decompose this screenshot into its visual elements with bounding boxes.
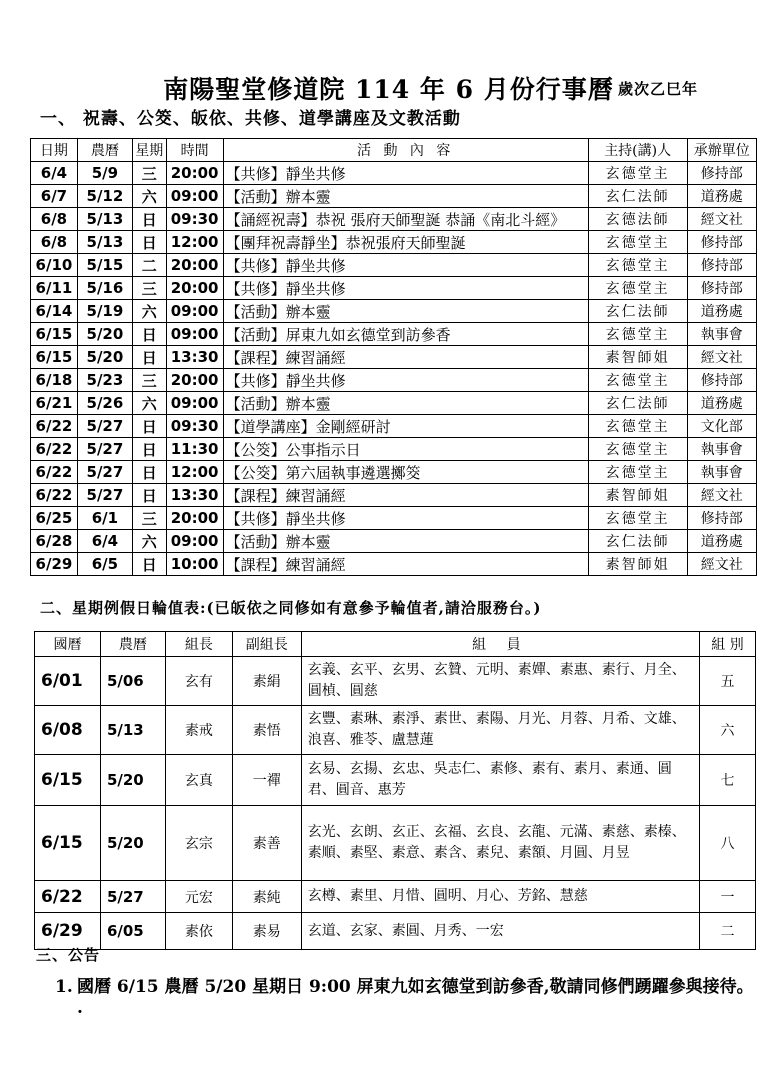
duty-header-row (35, 632, 756, 657)
row-day: 三 (132, 162, 166, 185)
row-host: 玄德法師 (588, 208, 687, 231)
duty-date: 6/15 (35, 806, 101, 881)
row-day: 日 (132, 553, 166, 576)
row-lunar: 5/19 (77, 300, 132, 323)
row-lunar: 5/27 (77, 438, 132, 461)
duty-header-deputy: 副組長 (232, 632, 301, 657)
row-time: 09:00 (166, 392, 223, 415)
schedule-row (31, 162, 757, 185)
row-day: 三 (132, 277, 166, 300)
duty-date: 6/15 (35, 755, 101, 806)
row-org: 道務處 (687, 300, 756, 323)
row-lunar: 5/20 (77, 346, 132, 369)
row-event: 【共修】靜坐共修 (223, 162, 588, 185)
row-org: 修持部 (687, 162, 756, 185)
row-time: 20:00 (166, 369, 223, 392)
row-org: 經文社 (687, 208, 756, 231)
duty-lunar: 6/05 (100, 913, 165, 950)
schedule-row (31, 300, 757, 323)
row-org: 經文社 (687, 484, 756, 507)
row-lunar: 5/15 (77, 254, 132, 277)
row-org: 文化部 (687, 415, 756, 438)
row-host: 玄德堂主 (588, 369, 687, 392)
row-host: 玄德堂主 (588, 231, 687, 254)
row-date: 6/29 (31, 553, 78, 576)
row-date: 6/18 (31, 369, 78, 392)
row-host: 玄德堂主 (588, 507, 687, 530)
row-time: 20:00 (166, 162, 223, 185)
row-time: 09:00 (166, 530, 223, 553)
row-host: 玄仁法師 (588, 185, 687, 208)
row-time: 20:00 (166, 277, 223, 300)
row-event: 【活動】辦本靈 (223, 530, 588, 553)
section-1-heading: 一、 祝壽、公筊、皈依、共修、道學講座及文教活動 (40, 109, 461, 129)
notice-number: 1. (55, 977, 73, 997)
row-event: 【公筊】第六屆執事遴選擲筊 (223, 461, 588, 484)
row-time: 20:00 (166, 254, 223, 277)
row-lunar: 5/16 (77, 277, 132, 300)
section-3-heading: 三、公告 (36, 946, 101, 964)
duty-row (35, 706, 756, 755)
row-org: 修持部 (687, 277, 756, 300)
duty-lunar: 5/13 (100, 706, 165, 755)
row-host: 玄仁法師 (588, 530, 687, 553)
row-host: 玄仁法師 (588, 392, 687, 415)
row-time: 09:30 (166, 208, 223, 231)
row-time: 13:30 (166, 346, 223, 369)
row-date: 6/22 (31, 484, 78, 507)
row-host: 玄仁法師 (588, 300, 687, 323)
schedule-row (31, 369, 757, 392)
row-org: 修持部 (687, 369, 756, 392)
row-lunar: 5/9 (77, 162, 132, 185)
row-host: 素智師姐 (588, 346, 687, 369)
header-lunar: 農曆 (77, 139, 132, 162)
schedule-table (30, 138, 757, 576)
duty-row (35, 755, 756, 806)
schedule-row (31, 208, 757, 231)
row-event: 【道學講座】金剛經研討 (223, 415, 588, 438)
row-day: 日 (132, 415, 166, 438)
title-main: 南陽聖堂修道院 114 年 6 月份行事曆 (163, 75, 614, 104)
duty-date: 6/29 (35, 913, 101, 950)
row-org: 修持部 (687, 231, 756, 254)
row-date: 6/15 (31, 346, 78, 369)
schedule-row (31, 484, 757, 507)
row-date: 6/25 (31, 507, 78, 530)
row-day: 日 (132, 346, 166, 369)
row-day: 日 (132, 208, 166, 231)
row-date: 6/7 (31, 185, 78, 208)
row-event: 【活動】辦本靈 (223, 392, 588, 415)
duty-header-members: 組 員 (301, 632, 699, 657)
duty-members: 玄易、玄揚、玄忠、吳志仁、素修、素有、素月、素通、圓君、圓音、惠芳 (301, 755, 699, 806)
row-time: 13:30 (166, 484, 223, 507)
duty-header-leader: 組長 (165, 632, 232, 657)
row-org: 執事會 (687, 461, 756, 484)
duty-lunar: 5/06 (100, 657, 165, 706)
row-time: 09:30 (166, 415, 223, 438)
duty-header-date: 國曆 (35, 632, 101, 657)
row-time: 12:00 (166, 231, 223, 254)
row-host: 玄德堂主 (588, 277, 687, 300)
duty-row (35, 913, 756, 950)
section-2-heading: 二、星期例假日輪值表:(已皈依之同修如有意參予輪值者,請洽服務台。) (40, 599, 542, 617)
schedule-row (31, 392, 757, 415)
row-event: 【活動】辦本靈 (223, 300, 588, 323)
row-lunar: 5/12 (77, 185, 132, 208)
row-time: 20:00 (166, 507, 223, 530)
row-day: 日 (132, 438, 166, 461)
row-date: 6/8 (31, 231, 78, 254)
row-lunar: 6/5 (77, 553, 132, 576)
row-lunar: 5/27 (77, 461, 132, 484)
duty-group: 六 (700, 706, 756, 755)
row-date: 6/22 (31, 438, 78, 461)
row-day: 六 (132, 300, 166, 323)
duty-leader: 玄宗 (165, 806, 232, 881)
row-org: 道務處 (687, 185, 756, 208)
duty-group: 五 (700, 657, 756, 706)
schedule-row (31, 346, 757, 369)
schedule-header-row (31, 139, 757, 162)
duty-lunar: 5/20 (100, 755, 165, 806)
duty-date: 6/08 (35, 706, 101, 755)
row-day: 日 (132, 231, 166, 254)
notice-item (55, 975, 765, 999)
schedule-row (31, 254, 757, 277)
row-org: 修持部 (687, 254, 756, 277)
duty-date: 6/22 (35, 881, 101, 913)
notice-list (55, 975, 765, 1017)
trailing-mark: . (77, 998, 83, 1018)
row-date: 6/22 (31, 461, 78, 484)
schedule-row (31, 553, 757, 576)
row-host: 玄德堂主 (588, 162, 687, 185)
row-date: 6/14 (31, 300, 78, 323)
duty-deputy: 素易 (232, 913, 301, 950)
row-event: 【公筊】公事指示日 (223, 438, 588, 461)
duty-leader: 素依 (165, 913, 232, 950)
row-lunar: 6/1 (77, 507, 132, 530)
row-host: 玄德堂主 (588, 415, 687, 438)
header-org: 承辦單位 (687, 139, 756, 162)
row-time: 11:30 (166, 438, 223, 461)
row-event: 【共修】靜坐共修 (223, 254, 588, 277)
schedule-row (31, 185, 757, 208)
duty-deputy: 素善 (232, 806, 301, 881)
row-event: 【團拜祝壽靜坐】恭祝張府天師聖誕 (223, 231, 588, 254)
row-host: 玄德堂主 (588, 461, 687, 484)
header-host: 主持(講)人 (588, 139, 687, 162)
duty-group: 八 (700, 806, 756, 881)
row-org: 經文社 (687, 346, 756, 369)
duty-lunar: 5/27 (100, 881, 165, 913)
row-lunar: 5/23 (77, 369, 132, 392)
schedule-row (31, 415, 757, 438)
row-event: 【共修】靜坐共修 (223, 369, 588, 392)
duty-members: 玄義、玄平、玄男、玄贊、元明、素嬋、素惠、素行、月全、圓楨、圓慈 (301, 657, 699, 706)
page-title (0, 70, 777, 106)
row-event: 【共修】靜坐共修 (223, 277, 588, 300)
schedule-row (31, 231, 757, 254)
row-lunar: 5/27 (77, 415, 132, 438)
row-day: 六 (132, 392, 166, 415)
row-day: 三 (132, 507, 166, 530)
row-date: 6/4 (31, 162, 78, 185)
duty-row (35, 881, 756, 913)
row-host: 玄德堂主 (588, 323, 687, 346)
row-lunar: 5/13 (77, 231, 132, 254)
duty-row (35, 806, 756, 881)
row-org: 道務處 (687, 530, 756, 553)
row-lunar: 5/26 (77, 392, 132, 415)
row-event: 【課程】練習誦經 (223, 553, 588, 576)
row-org: 道務處 (687, 392, 756, 415)
header-date: 日期 (31, 139, 78, 162)
row-date: 6/22 (31, 415, 78, 438)
row-host: 玄德堂主 (588, 438, 687, 461)
duty-deputy: 素悟 (232, 706, 301, 755)
row-lunar: 6/4 (77, 530, 132, 553)
row-day: 六 (132, 185, 166, 208)
duty-lunar: 5/20 (100, 806, 165, 881)
row-day: 三 (132, 369, 166, 392)
duty-members: 玄豐、素琳、素淨、素世、素陽、月光、月蓉、月希、文雄、浪喜、雅苓、盧慧蓮 (301, 706, 699, 755)
row-event: 【活動】屏東九如玄德堂到訪參香 (223, 323, 588, 346)
duty-members: 玄道、玄家、素圓、月秀、一宏 (301, 913, 699, 950)
schedule-row (31, 507, 757, 530)
header-event: 活 動 內 容 (223, 139, 588, 162)
notice-text: 國曆 6/15 農曆 5/20 星期日 9:00 屏東九如玄德堂到訪參香,敬請同修們踴躍參與接待。 (77, 977, 754, 997)
row-time: 10:00 (166, 553, 223, 576)
duty-date: 6/01 (35, 657, 101, 706)
schedule-row (31, 530, 757, 553)
row-host: 素智師姐 (588, 484, 687, 507)
duty-header-lunar: 農曆 (100, 632, 165, 657)
header-time: 時間 (166, 139, 223, 162)
header-day: 星期 (132, 139, 166, 162)
row-event: 【課程】練習誦經 (223, 484, 588, 507)
row-time: 09:00 (166, 323, 223, 346)
lunar-year: 歲次乙巳年 (618, 80, 699, 98)
row-event: 【誦經祝壽】恭祝 張府天師聖誕 恭誦《南北斗經》 (223, 208, 588, 231)
row-day: 日 (132, 484, 166, 507)
schedule-row (31, 461, 757, 484)
row-host: 玄德堂主 (588, 254, 687, 277)
duty-group: 二 (700, 913, 756, 950)
schedule-row (31, 438, 757, 461)
duty-leader: 玄真 (165, 755, 232, 806)
row-event: 【共修】靜坐共修 (223, 507, 588, 530)
row-event: 【活動】辦本靈 (223, 185, 588, 208)
row-time: 09:00 (166, 185, 223, 208)
row-date: 6/28 (31, 530, 78, 553)
row-lunar: 5/27 (77, 484, 132, 507)
duty-leader: 玄有 (165, 657, 232, 706)
row-lunar: 5/13 (77, 208, 132, 231)
row-event: 【課程】練習誦經 (223, 346, 588, 369)
row-lunar: 5/20 (77, 323, 132, 346)
row-host: 素智師姐 (588, 553, 687, 576)
duty-deputy: 素絹 (232, 657, 301, 706)
row-day: 日 (132, 461, 166, 484)
row-date: 6/21 (31, 392, 78, 415)
row-day: 二 (132, 254, 166, 277)
duty-group: 一 (700, 881, 756, 913)
duty-deputy: 素純 (232, 881, 301, 913)
row-org: 修持部 (687, 507, 756, 530)
duty-leader: 素戒 (165, 706, 232, 755)
duty-members: 玄樽、素里、月惜、圓明、月心、芳銘、慧慈 (301, 881, 699, 913)
duty-leader: 元宏 (165, 881, 232, 913)
row-date: 6/10 (31, 254, 78, 277)
row-day: 六 (132, 530, 166, 553)
row-date: 6/8 (31, 208, 78, 231)
row-org: 執事會 (687, 438, 756, 461)
row-time: 09:00 (166, 300, 223, 323)
row-org: 執事會 (687, 323, 756, 346)
duty-members: 玄光、玄朗、玄正、玄福、玄良、玄龍、元滿、素慈、素榛、素順、素堅、素意、素含、素兒、素額、月圓、月昱 (301, 806, 699, 881)
duty-roster-table (34, 631, 756, 950)
duty-deputy: 一禪 (232, 755, 301, 806)
row-org: 經文社 (687, 553, 756, 576)
duty-header-group: 組 別 (700, 632, 756, 657)
row-date: 6/15 (31, 323, 78, 346)
row-day: 日 (132, 323, 166, 346)
schedule-row (31, 277, 757, 300)
duty-group: 七 (700, 755, 756, 806)
schedule-row (31, 323, 757, 346)
duty-row (35, 657, 756, 706)
row-date: 6/11 (31, 277, 78, 300)
row-time: 12:00 (166, 461, 223, 484)
